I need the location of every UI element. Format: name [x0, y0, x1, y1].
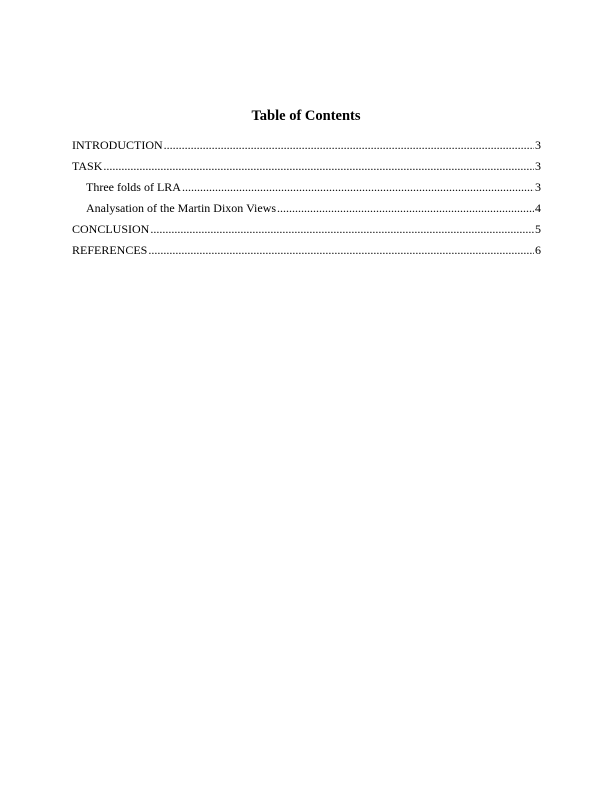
toc-entry-page-number: 3	[535, 138, 541, 152]
toc-entry-introduction[interactable]	[72, 137, 541, 158]
toc-entry-label: INTRODUCTION	[72, 138, 163, 152]
dot-leader	[182, 179, 534, 195]
toc-entry-references[interactable]	[72, 242, 541, 263]
toc-entry-page-number: 4	[535, 201, 541, 215]
dot-leader	[150, 221, 534, 237]
toc-entry-page-number: 3	[535, 159, 541, 173]
toc-entry-page-number: 5	[535, 222, 541, 236]
toc-entry-label: CONCLUSION	[72, 222, 150, 236]
dot-leader	[164, 137, 534, 153]
toc-entry-page-number: 6	[535, 243, 541, 257]
toc-entry-label: Three folds of LRA	[86, 180, 181, 194]
toc-entry-task[interactable]	[72, 158, 541, 179]
dot-leader	[103, 158, 534, 174]
dot-leader	[277, 200, 534, 216]
toc-entry-analysation-martin-dixon[interactable]	[72, 200, 541, 221]
toc-list	[72, 137, 541, 263]
toc-entry-label: REFERENCES	[72, 243, 148, 257]
dot-leader	[148, 242, 534, 258]
toc-entry-three-folds-of-lra[interactable]	[72, 179, 541, 200]
toc-entry-label: Analysation of the Martin Dixon Views	[86, 201, 277, 215]
toc-title: Table of Contents	[251, 108, 361, 124]
toc-entry-page-number: 3	[535, 180, 541, 194]
toc-entry-conclusion[interactable]	[72, 221, 541, 242]
toc-entry-label: TASK	[72, 159, 103, 173]
